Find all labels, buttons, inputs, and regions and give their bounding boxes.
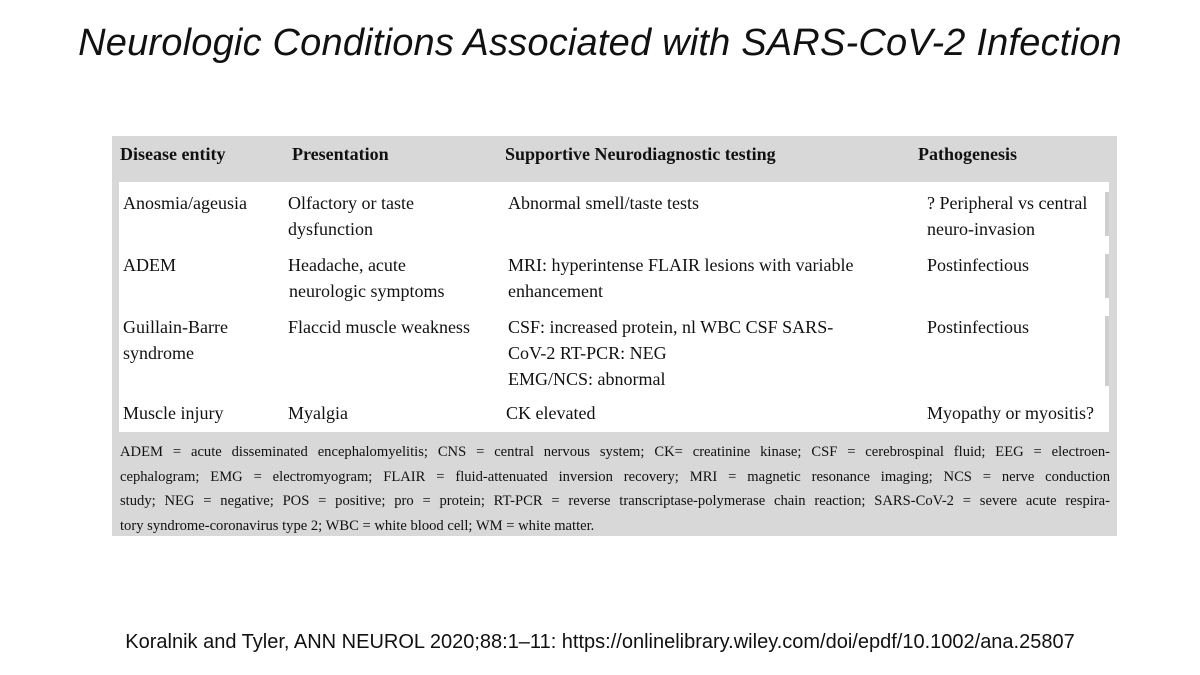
cell-pathogenesis: Myopathy or myositis? xyxy=(927,403,1094,423)
table-body xyxy=(119,182,1109,432)
table-footnote: ADEM = acute disseminated encephalomyelitis; CNS = central nervous system; CK= creatinine kinase; CSF = cerebrospinal fluid; EEG = electroen- cephalogram; EMG = electromyogram; FLAIR = fluid-attenuated inversion recovery; MRI = magnetic resonance imaging; NCS = nerve conduction study; NEG = negative; POS = positive; pro = protein; RT-PCR = reverse transcriptase-polymerase chain reaction; SARS-CoV-2 = severe acute respira- tory syndrome-coronavirus type 2; WBC = white blood cell; WM = white matter. xyxy=(120,444,1110,534)
cell-presentation: Headache, acute neurologic symptoms xyxy=(288,255,445,301)
cell-pathogenesis: Postinfectious xyxy=(927,317,1029,337)
cell-entity: Anosmia/ageusia xyxy=(123,193,247,213)
cell-testing: Abnormal smell/taste tests xyxy=(508,193,699,213)
slide-title: Neurologic Conditions Associated with SARS-CoV-2 Infection xyxy=(78,22,1122,64)
header-testing: Supportive Neurodiagnostic testing xyxy=(505,144,776,164)
header-pathogenesis: Pathogenesis xyxy=(918,144,1017,164)
cell-testing: CK elevated xyxy=(506,403,596,423)
table-row xyxy=(119,314,1109,394)
cell-entity: ADEM xyxy=(123,255,176,275)
cell-entity: Guillain-Barre syndrome xyxy=(123,317,228,363)
row-divider xyxy=(1105,254,1109,298)
conditions-table xyxy=(112,136,1117,536)
row-divider xyxy=(1105,192,1109,236)
cell-presentation: Flaccid muscle weakness xyxy=(288,317,470,337)
table-header xyxy=(112,136,1089,181)
cell-presentation: Olfactory or taste dysfunction xyxy=(288,193,414,239)
table-row xyxy=(119,190,1109,246)
cell-testing: MRI: hyperintense FLAIR lesions with variable enhancement xyxy=(508,255,854,301)
header-disease-entity: Disease entity xyxy=(120,144,226,164)
cell-testing: CSF: increased protein, nl WBC CSF SARS- CoV-2 RT-PCR: NEG EMG/NCS: abnormal xyxy=(508,317,834,389)
header-presentation: Presentation xyxy=(292,144,389,164)
row-divider xyxy=(1105,316,1109,386)
cell-entity: Muscle injury xyxy=(123,403,224,423)
cell-pathogenesis: ? Peripheral vs central neuro-invasion xyxy=(927,193,1088,239)
citation: Koralnik and Tyler, ANN NEUROL 2020;88:1–11: https://onlinelibrary.wiley.com/doi/epdf/10.1002/ana.25807 xyxy=(125,631,1075,653)
cell-presentation: Myalgia xyxy=(288,403,348,423)
cell-pathogenesis: Postinfectious xyxy=(927,255,1029,275)
table-row xyxy=(119,400,1109,428)
table-row xyxy=(119,252,1109,308)
